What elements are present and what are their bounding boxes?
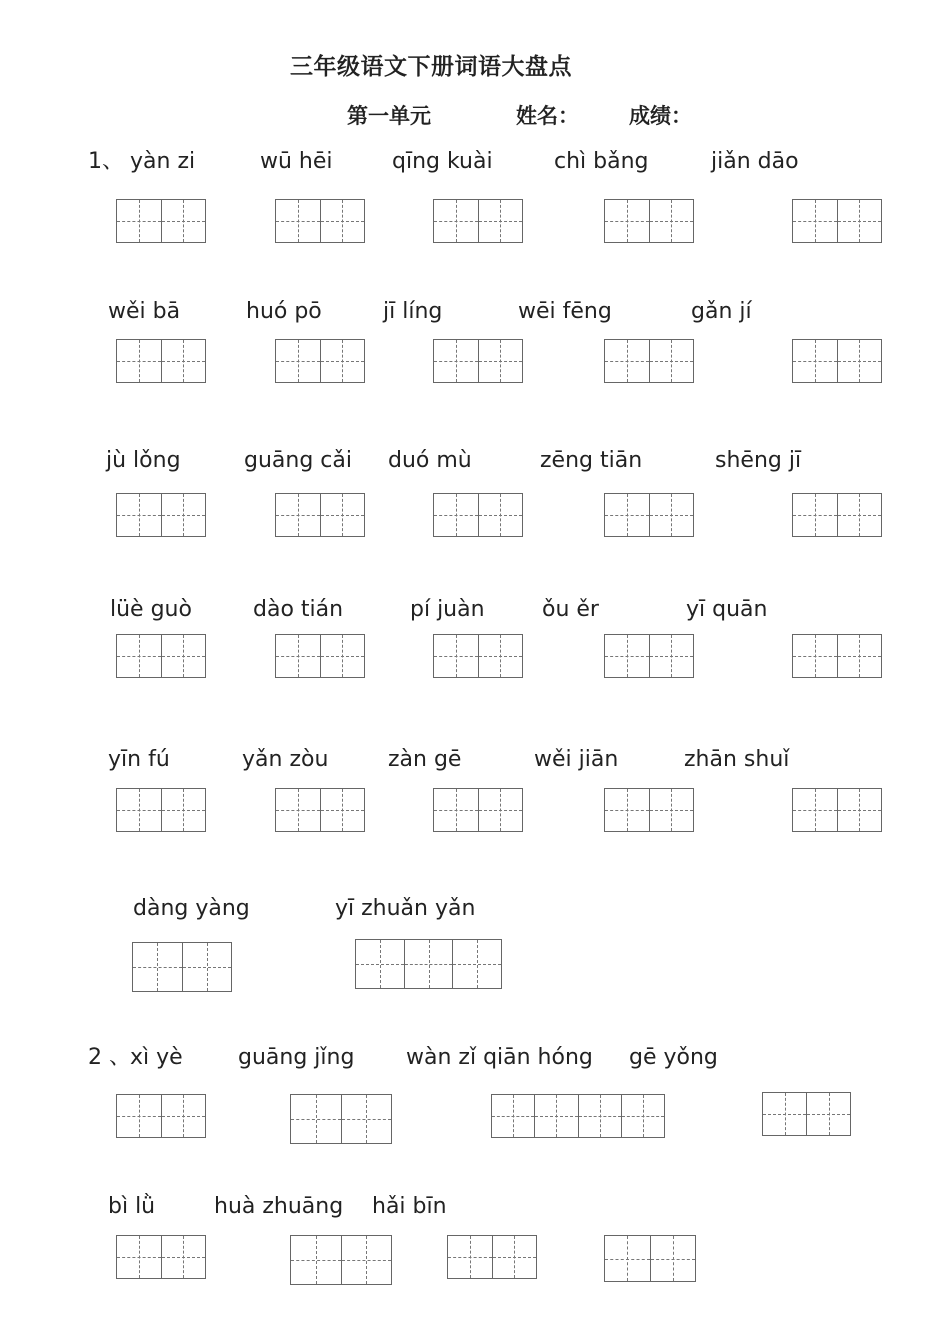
pinyin-label: xì yè [130, 1045, 183, 1070]
pinyin-label: zēng tiān [540, 448, 643, 473]
writing-grid[interactable] [491, 1094, 665, 1138]
unit-label: 第一单元 [347, 104, 431, 128]
pinyin-label: lüè guò [110, 597, 192, 622]
pinyin-label: wū hēi [260, 149, 333, 174]
writing-grid[interactable] [116, 339, 206, 383]
section-2-number: 2 、 [88, 1045, 131, 1070]
pinyin-label: pí juàn [410, 597, 485, 622]
pinyin-label: hǎi bīn [372, 1194, 447, 1219]
pinyin-label: bì lǜ [108, 1194, 156, 1219]
pinyin-label: jiǎn dāo [711, 149, 799, 174]
pinyin-label: huà zhuāng [214, 1194, 344, 1219]
score-label: 成绩： [629, 104, 692, 128]
writing-grid[interactable] [604, 493, 694, 537]
pinyin-label: yàn zi [130, 149, 196, 174]
writing-grid[interactable] [604, 634, 694, 678]
pinyin-label: yī zhuǎn yǎn [335, 896, 476, 921]
writing-grid[interactable] [433, 493, 523, 537]
pinyin-label: zàn gē [388, 747, 462, 772]
writing-grid[interactable] [433, 788, 523, 832]
pinyin-label: yīn fú [108, 747, 170, 772]
pinyin-label: chì bǎng [554, 149, 649, 174]
pinyin-label: yǎn zòu [242, 747, 329, 772]
pinyin-label: dàng yàng [133, 896, 250, 921]
pinyin-label: dào tián [253, 597, 344, 622]
writing-grid[interactable] [275, 493, 365, 537]
writing-grid[interactable] [275, 339, 365, 383]
pinyin-label: jī líng [383, 299, 443, 324]
writing-grid[interactable] [433, 199, 523, 243]
pinyin-label: jù lǒng [106, 448, 181, 473]
writing-grid[interactable] [275, 788, 365, 832]
pinyin-label: ǒu ěr [542, 597, 599, 622]
writing-grid[interactable] [792, 493, 882, 537]
pinyin-label: huó pō [246, 299, 322, 324]
writing-grid[interactable] [762, 1092, 851, 1136]
writing-grid[interactable] [275, 634, 365, 678]
pinyin-label: yī quān [686, 597, 768, 622]
writing-grid[interactable] [116, 199, 206, 243]
writing-grid[interactable] [290, 1235, 392, 1285]
writing-grid[interactable] [792, 634, 882, 678]
worksheet-title: 三年级语文下册词语大盘点 [290, 54, 572, 80]
pinyin-label: guāng jǐng [238, 1045, 355, 1070]
writing-grid[interactable] [116, 634, 206, 678]
pinyin-label: wěi bā [108, 299, 181, 324]
pinyin-label: gē yǒng [629, 1045, 718, 1070]
writing-grid[interactable] [132, 942, 232, 992]
writing-grid[interactable] [604, 339, 694, 383]
pinyin-label: shēng jī [715, 448, 802, 473]
writing-grid[interactable] [275, 199, 365, 243]
writing-grid[interactable] [290, 1094, 392, 1144]
pinyin-label: wàn zǐ qiān hóng [406, 1045, 593, 1070]
writing-grid[interactable] [604, 1235, 696, 1282]
writing-grid[interactable] [116, 493, 206, 537]
writing-grid[interactable] [792, 788, 882, 832]
writing-grid[interactable] [604, 199, 694, 243]
writing-grid[interactable] [447, 1235, 537, 1279]
pinyin-label: gǎn jí [691, 299, 752, 324]
writing-grid[interactable] [355, 939, 502, 989]
writing-grid[interactable] [792, 199, 882, 243]
pinyin-label: wēi fēng [518, 299, 612, 324]
section-1-number: 1、 [88, 149, 124, 174]
pinyin-label: wěi jiān [534, 747, 619, 772]
pinyin-label: duó mù [388, 448, 472, 473]
writing-grid[interactable] [433, 634, 523, 678]
writing-grid[interactable] [604, 788, 694, 832]
pinyin-label: qīng kuài [392, 149, 493, 174]
pinyin-label: zhān shuǐ [684, 747, 790, 772]
writing-grid[interactable] [792, 339, 882, 383]
pinyin-label: guāng cǎi [244, 448, 352, 473]
writing-grid[interactable] [116, 788, 206, 832]
writing-grid[interactable] [116, 1235, 206, 1279]
name-label: 姓名： [516, 104, 579, 128]
writing-grid[interactable] [116, 1094, 206, 1138]
writing-grid[interactable] [433, 339, 523, 383]
